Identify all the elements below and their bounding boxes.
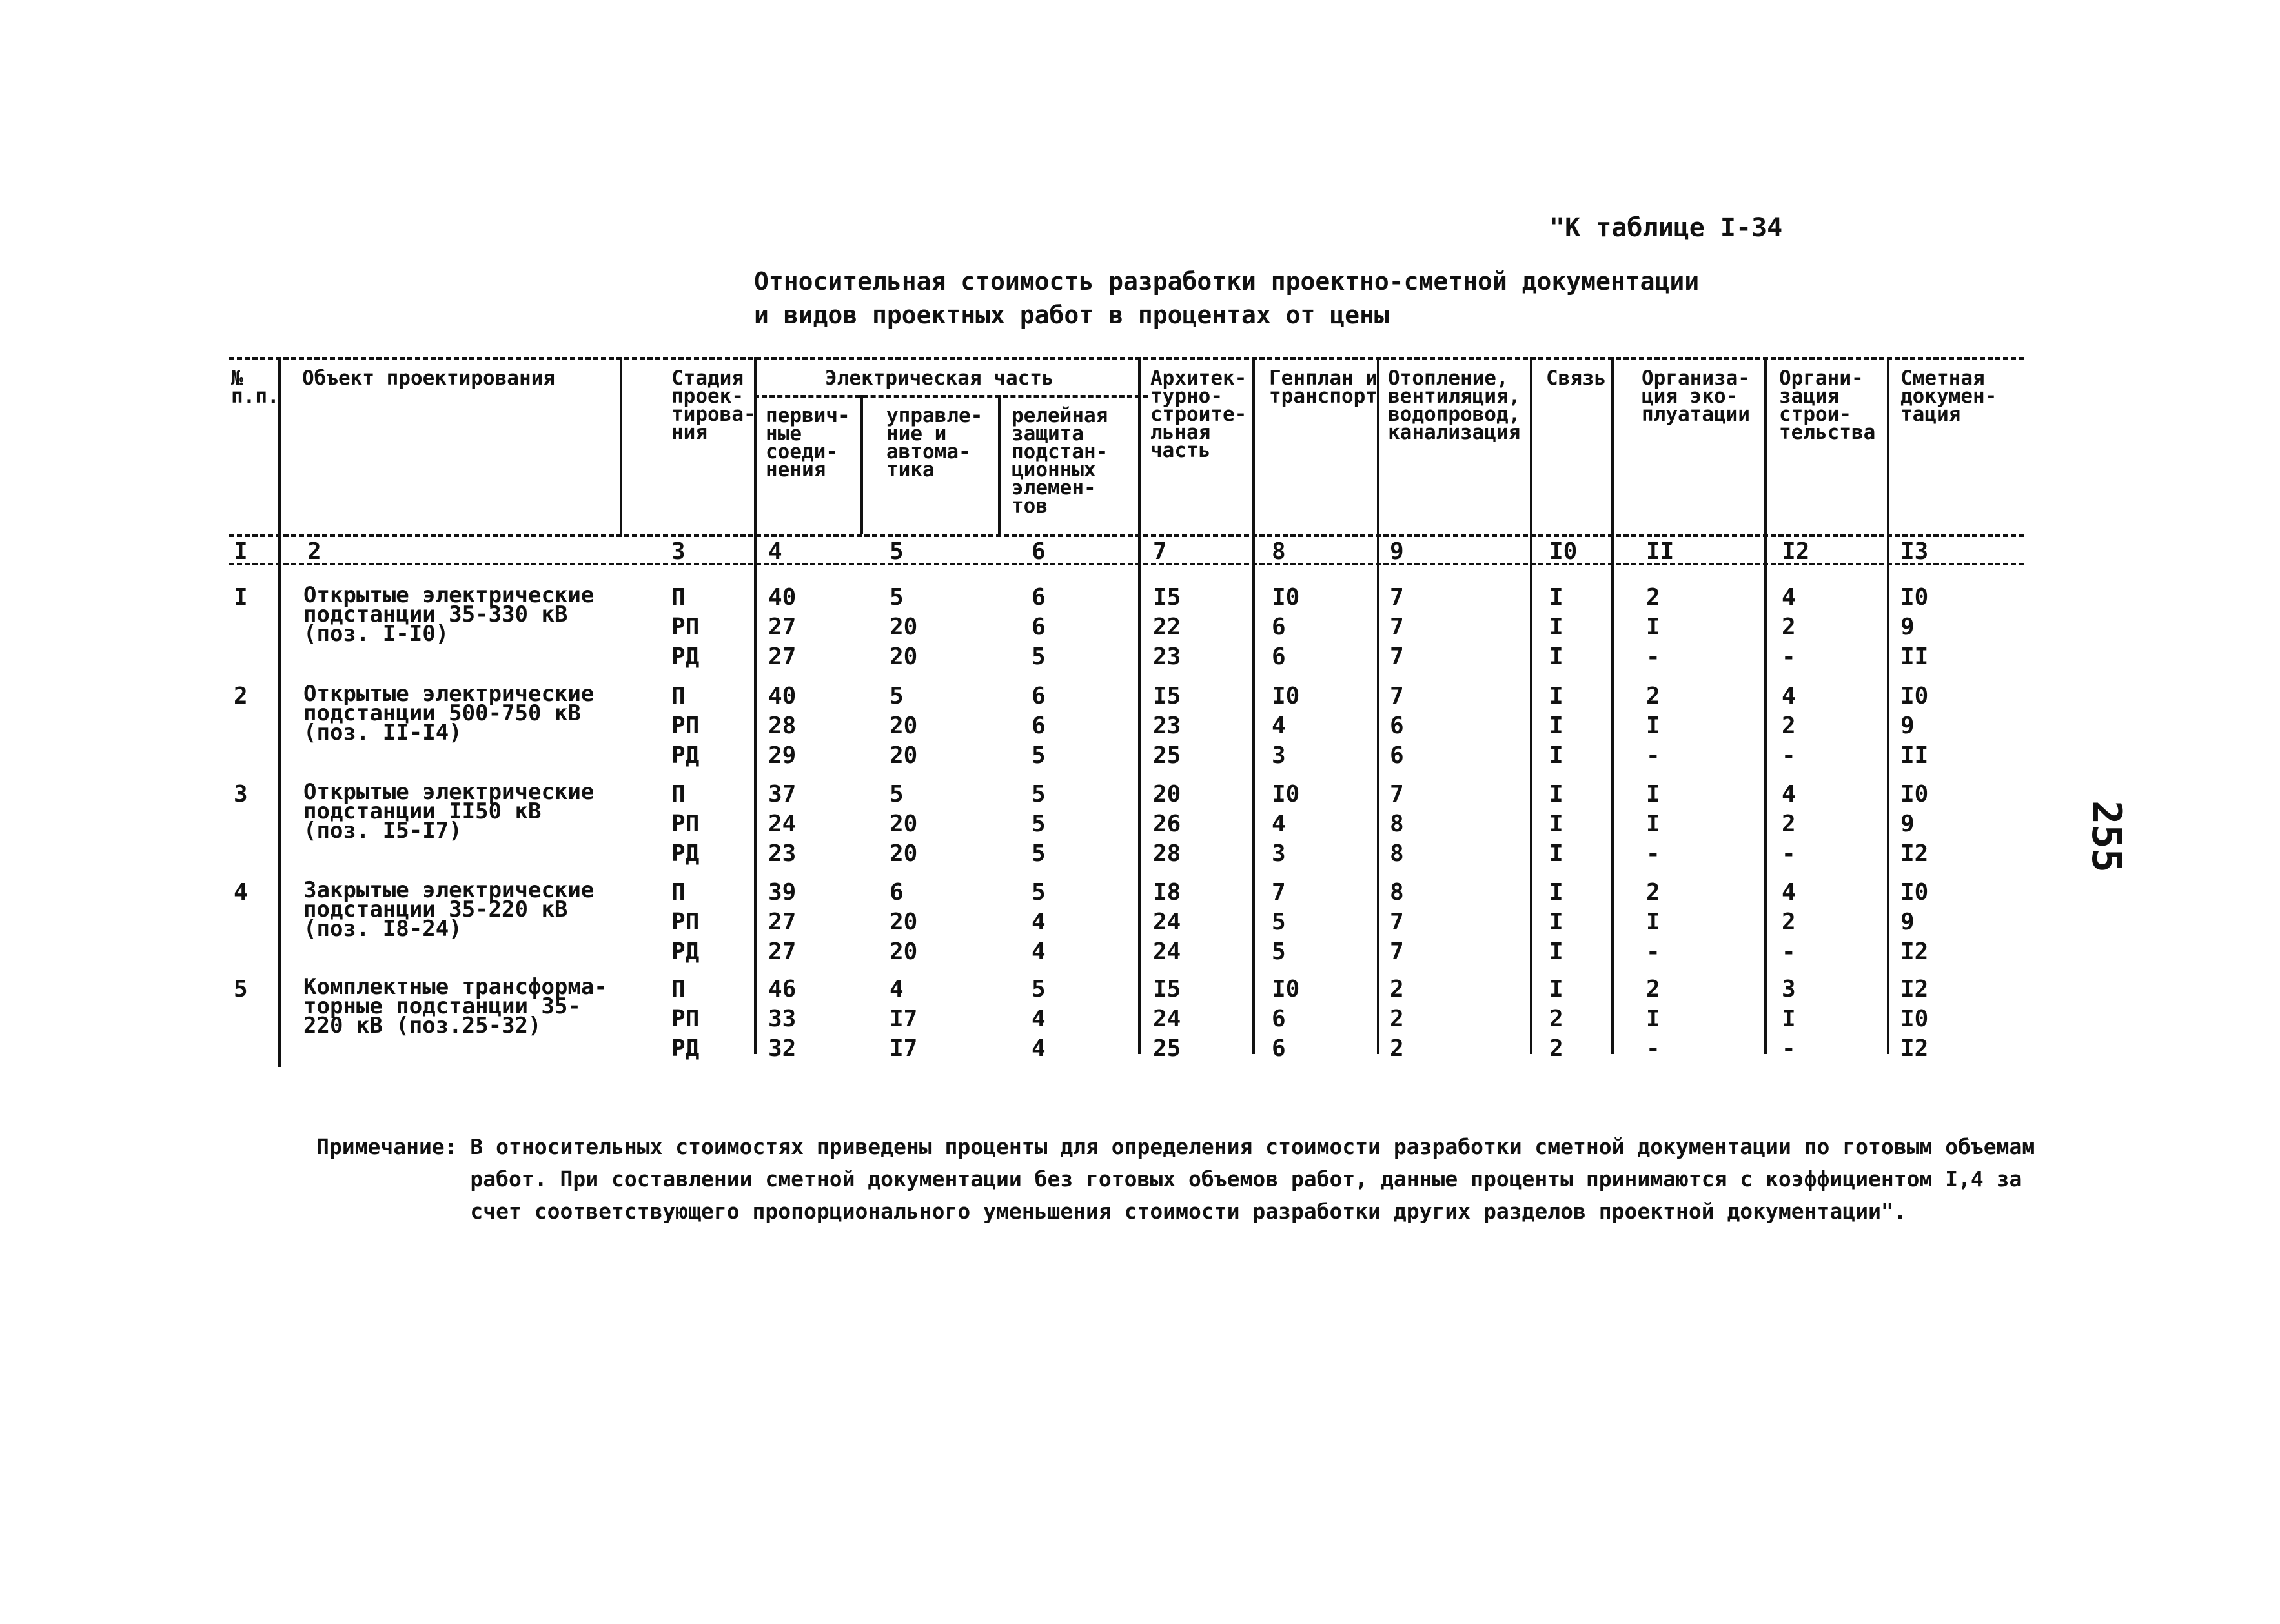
row-number: 5 xyxy=(234,976,248,1002)
value-cell: 7 xyxy=(1390,614,1404,640)
object-name: Открытые электрические подстанции 500-750 кВ (поз. II-I4) xyxy=(303,681,595,746)
header-stage: Стадия проек- тирова- ния xyxy=(671,367,756,444)
value-cell: 20 xyxy=(890,644,918,670)
value-cell: 28 xyxy=(1153,840,1181,867)
value-cell: 37 xyxy=(768,781,797,807)
value-cell: I2 xyxy=(1900,840,1929,867)
value-cell: I xyxy=(1549,976,1563,1002)
stage-cell: РП xyxy=(671,811,700,837)
value-cell: 7 xyxy=(1390,584,1404,611)
object-name: Открытые электрические подстанции 35-330 кВ (поз. I-I0) xyxy=(303,582,595,647)
value-cell: 20 xyxy=(890,909,918,935)
value-cell: II xyxy=(1900,742,1929,769)
stage-cell: РД xyxy=(671,840,700,867)
value-cell: I xyxy=(1549,742,1563,769)
value-cell: I xyxy=(1549,683,1563,709)
value-cell: 6 xyxy=(1272,1035,1286,1062)
col-number: 3 xyxy=(671,538,686,565)
stage-cell: РП xyxy=(671,1006,700,1032)
table-reference: "К таблице I-34 xyxy=(1549,213,1783,243)
value-cell: I2 xyxy=(1900,939,1929,965)
value-cell: I xyxy=(1549,781,1563,807)
value-cell: 2 xyxy=(1646,683,1660,709)
value-cell: 2 xyxy=(1390,1035,1404,1062)
value-cell: I xyxy=(1549,644,1563,670)
value-cell: I0 xyxy=(1272,683,1300,709)
value-cell: I7 xyxy=(890,1035,918,1062)
value-cell: 20 xyxy=(1153,781,1181,807)
value-cell: 2 xyxy=(1782,713,1796,739)
header-heating: Отопление, вентиляция, водопровод, канализация xyxy=(1388,367,1521,444)
value-cell: 20 xyxy=(890,811,918,837)
value-cell: 4 xyxy=(890,976,904,1002)
value-cell: - xyxy=(1782,742,1796,769)
header-estimate: Сметная докумен- тация xyxy=(1900,367,1997,426)
value-cell: 5 xyxy=(1272,909,1286,935)
value-cell: 4 xyxy=(1782,683,1796,709)
value-cell: 8 xyxy=(1390,840,1404,867)
value-cell: I8 xyxy=(1153,879,1181,906)
value-cell: 6 xyxy=(1272,614,1286,640)
value-cell: 2 xyxy=(1646,976,1660,1002)
value-cell: I0 xyxy=(1900,584,1929,611)
value-cell: I xyxy=(1549,879,1563,906)
value-cell: 27 xyxy=(768,939,797,965)
col-number: 8 xyxy=(1272,538,1286,565)
value-cell: 20 xyxy=(890,713,918,739)
value-cell: I2 xyxy=(1900,976,1929,1002)
value-cell: I xyxy=(1646,614,1660,640)
value-cell: 4 xyxy=(1032,939,1046,965)
value-cell: 9 xyxy=(1900,811,1915,837)
value-cell: 7 xyxy=(1390,939,1404,965)
value-cell: 2 xyxy=(1782,614,1796,640)
header-object: Объект проектирования xyxy=(302,367,555,390)
header-arch: Архитек- турно- строите- льная часть xyxy=(1150,367,1247,462)
value-cell: I xyxy=(1549,939,1563,965)
col-sep-3 xyxy=(754,357,757,1054)
value-cell: 6 xyxy=(1390,713,1404,739)
footnote: Примечание: В относительных стоимостях приведены проценты для определения стоимости разработки сметной документации по готовым объемам работ. При составлении сметной документации без готовых объемов работ, данные проценты принимаются с коэффициентом I,4 за счет соответствующего пропорционального уменьшения стоимости разработки других разделов проектной документации". xyxy=(316,1134,2035,1224)
stage-cell: РП xyxy=(671,713,700,739)
value-cell: II xyxy=(1900,644,1929,670)
page-number: 255 xyxy=(2083,800,2130,873)
value-cell: 5 xyxy=(1032,840,1046,867)
col-number: I3 xyxy=(1900,538,1929,565)
header-rule xyxy=(229,534,2024,537)
value-cell: 4 xyxy=(1032,1006,1046,1032)
col-number: 2 xyxy=(307,538,321,565)
value-cell: I0 xyxy=(1900,781,1929,807)
value-cell: 4 xyxy=(1272,713,1286,739)
value-cell: I xyxy=(1646,713,1660,739)
value-cell: I0 xyxy=(1900,1006,1929,1032)
electrical-subrule xyxy=(754,395,1148,398)
value-cell: I0 xyxy=(1272,584,1300,611)
value-cell: 8 xyxy=(1390,879,1404,906)
col-number: 9 xyxy=(1390,538,1404,565)
value-cell: - xyxy=(1782,644,1796,670)
value-cell: I xyxy=(1549,614,1563,640)
value-cell: 2 xyxy=(1646,584,1660,611)
value-cell: 5 xyxy=(1032,781,1046,807)
value-cell: 4 xyxy=(1032,909,1046,935)
col-number: 5 xyxy=(890,538,904,565)
stage-cell: П xyxy=(671,781,686,807)
value-cell: I5 xyxy=(1153,976,1181,1002)
value-cell: 9 xyxy=(1900,713,1915,739)
value-cell: 29 xyxy=(768,742,797,769)
value-cell: I7 xyxy=(890,1006,918,1032)
stage-cell: РП xyxy=(671,909,700,935)
value-cell: 6 xyxy=(1272,644,1286,670)
value-cell: 6 xyxy=(1032,614,1046,640)
value-cell: 9 xyxy=(1900,909,1915,935)
value-cell: 27 xyxy=(768,614,797,640)
value-cell: 5 xyxy=(1032,742,1046,769)
col-sep-9 xyxy=(1530,357,1532,1054)
value-cell: 32 xyxy=(768,1035,797,1062)
value-cell: 20 xyxy=(890,939,918,965)
value-cell: 2 xyxy=(1782,909,1796,935)
col-sep-8 xyxy=(1377,357,1379,1054)
value-cell: 7 xyxy=(1390,644,1404,670)
col-number: I2 xyxy=(1782,538,1810,565)
stage-cell: П xyxy=(671,584,686,611)
header-genplan: Генплан и транспорт xyxy=(1269,367,1378,408)
value-cell: 23 xyxy=(768,840,797,867)
value-cell: 3 xyxy=(1782,976,1796,1002)
value-cell: 24 xyxy=(1153,939,1181,965)
value-cell: - xyxy=(1646,840,1660,867)
stage-cell: РП xyxy=(671,614,700,640)
stage-cell: П xyxy=(671,976,686,1002)
value-cell: 27 xyxy=(768,909,797,935)
object-name: Открытые электрические подстанции II50 кВ (поз. I5-I7) xyxy=(303,779,595,844)
top-rule xyxy=(229,357,2024,360)
value-cell: 5 xyxy=(1032,811,1046,837)
value-cell: 5 xyxy=(890,584,904,611)
row-number: I xyxy=(234,584,248,611)
value-cell: 5 xyxy=(1272,939,1286,965)
header-comm: Связь xyxy=(1546,367,1607,390)
col-sep-4 xyxy=(860,395,863,534)
value-cell: - xyxy=(1782,1035,1796,1062)
col-number: I0 xyxy=(1549,538,1578,565)
value-cell: I0 xyxy=(1900,683,1929,709)
col-sep-12 xyxy=(1887,357,1889,1054)
stage-cell: РД xyxy=(671,742,700,769)
value-cell: 9 xyxy=(1900,614,1915,640)
value-cell: I2 xyxy=(1900,1035,1929,1062)
value-cell: 7 xyxy=(1390,683,1404,709)
value-cell: 24 xyxy=(1153,909,1181,935)
value-cell: 6 xyxy=(1032,584,1046,611)
header-num: № п.п. xyxy=(231,367,280,408)
numbers-rule xyxy=(229,563,2024,565)
stage-cell: РД xyxy=(671,644,700,670)
stage-cell: РД xyxy=(671,939,700,965)
value-cell: - xyxy=(1646,644,1660,670)
col-sep-2 xyxy=(620,357,622,534)
value-cell: I xyxy=(1646,811,1660,837)
header-primary: первич- ные соеди- нения xyxy=(766,404,850,482)
value-cell: 2 xyxy=(1646,879,1660,906)
value-cell: 28 xyxy=(768,713,797,739)
value-cell: 25 xyxy=(1153,1035,1181,1062)
object-name: Закрытые электрические подстанции 35-220 кВ (поз. I8-24) xyxy=(303,877,595,942)
col-number: 6 xyxy=(1032,538,1046,565)
value-cell: 2 xyxy=(1390,976,1404,1002)
value-cell: 20 xyxy=(890,742,918,769)
value-cell: - xyxy=(1646,1035,1660,1062)
value-cell: 2 xyxy=(1549,1006,1563,1032)
value-cell: 20 xyxy=(890,614,918,640)
stage-cell: П xyxy=(671,879,686,906)
value-cell: I5 xyxy=(1153,584,1181,611)
value-cell: I0 xyxy=(1900,879,1929,906)
value-cell: 4 xyxy=(1782,584,1796,611)
value-cell: I0 xyxy=(1272,976,1300,1002)
value-cell: I xyxy=(1549,713,1563,739)
col-number: I xyxy=(234,538,248,565)
value-cell: 39 xyxy=(768,879,797,906)
row-number: 2 xyxy=(234,683,248,709)
title-line-1: Относительная стоимость разработки проектно-сметной документации xyxy=(754,267,1700,296)
value-cell: I0 xyxy=(1272,781,1300,807)
value-cell: 2 xyxy=(1782,811,1796,837)
value-cell: 6 xyxy=(890,879,904,906)
stage-cell: П xyxy=(671,683,686,709)
col-number: II xyxy=(1646,538,1674,565)
row-number: 3 xyxy=(234,781,248,807)
header-relay: релейная защита подстан- ционных элемен- тов xyxy=(1012,404,1108,518)
value-cell: 7 xyxy=(1390,909,1404,935)
col-sep-1 xyxy=(278,357,281,1067)
value-cell: 40 xyxy=(768,584,797,611)
col-sep-7 xyxy=(1252,357,1255,1054)
value-cell: 3 xyxy=(1272,840,1286,867)
value-cell: I xyxy=(1646,1006,1660,1032)
value-cell: 27 xyxy=(768,644,797,670)
value-cell: 4 xyxy=(1782,781,1796,807)
col-sep-10 xyxy=(1611,357,1614,1054)
value-cell: I xyxy=(1782,1006,1796,1032)
value-cell: 46 xyxy=(768,976,797,1002)
value-cell: 5 xyxy=(890,683,904,709)
value-cell: 5 xyxy=(1032,879,1046,906)
value-cell: 8 xyxy=(1390,811,1404,837)
value-cell: I xyxy=(1549,811,1563,837)
value-cell: 5 xyxy=(1032,644,1046,670)
value-cell: 7 xyxy=(1272,879,1286,906)
title-line-2: и видов проектных работ в процентах от цены xyxy=(754,301,1389,329)
value-cell: 7 xyxy=(1390,781,1404,807)
value-cell: 6 xyxy=(1032,713,1046,739)
header-construction: Органи- зация строи- тельства xyxy=(1779,367,1876,444)
value-cell: I xyxy=(1549,840,1563,867)
value-cell: - xyxy=(1646,939,1660,965)
value-cell: I xyxy=(1646,909,1660,935)
value-cell: I xyxy=(1646,781,1660,807)
header-operation: Организа- ция эко- плуатации xyxy=(1642,367,1750,426)
value-cell: 6 xyxy=(1032,683,1046,709)
value-cell: 33 xyxy=(768,1006,797,1032)
value-cell: 4 xyxy=(1272,811,1286,837)
header-control: управле- ние и автома- тика xyxy=(886,404,983,482)
col-number: 4 xyxy=(768,538,782,565)
value-cell: - xyxy=(1646,742,1660,769)
value-cell: - xyxy=(1782,840,1796,867)
value-cell: 25 xyxy=(1153,742,1181,769)
value-cell: 24 xyxy=(768,811,797,837)
header-electrical: Электрическая часть xyxy=(825,367,1054,390)
value-cell: I xyxy=(1549,584,1563,611)
document-title xyxy=(754,265,1699,332)
value-cell: 3 xyxy=(1272,742,1286,769)
col-sep-11 xyxy=(1764,357,1767,1054)
value-cell: 6 xyxy=(1272,1006,1286,1032)
row-number: 4 xyxy=(234,879,248,906)
value-cell: 40 xyxy=(768,683,797,709)
stage-cell: РД xyxy=(671,1035,700,1062)
value-cell: 5 xyxy=(1032,976,1046,1002)
value-cell: 22 xyxy=(1153,614,1181,640)
col-sep-6 xyxy=(1138,357,1141,1054)
col-number: 7 xyxy=(1153,538,1167,565)
col-sep-5 xyxy=(998,395,1001,534)
value-cell: 26 xyxy=(1153,811,1181,837)
value-cell: 20 xyxy=(890,840,918,867)
value-cell: 23 xyxy=(1153,713,1181,739)
value-cell: 4 xyxy=(1782,879,1796,906)
value-cell: I5 xyxy=(1153,683,1181,709)
object-name: Комплектные трансформа- торные подстанции 35- 220 кВ (поз.25-32) xyxy=(303,974,607,1039)
value-cell: 5 xyxy=(890,781,904,807)
value-cell: 6 xyxy=(1390,742,1404,769)
value-cell: 2 xyxy=(1390,1006,1404,1032)
value-cell: 4 xyxy=(1032,1035,1046,1062)
value-cell: 24 xyxy=(1153,1006,1181,1032)
value-cell: 2 xyxy=(1549,1035,1563,1062)
value-cell: I xyxy=(1549,909,1563,935)
value-cell: - xyxy=(1782,939,1796,965)
value-cell: 23 xyxy=(1153,644,1181,670)
